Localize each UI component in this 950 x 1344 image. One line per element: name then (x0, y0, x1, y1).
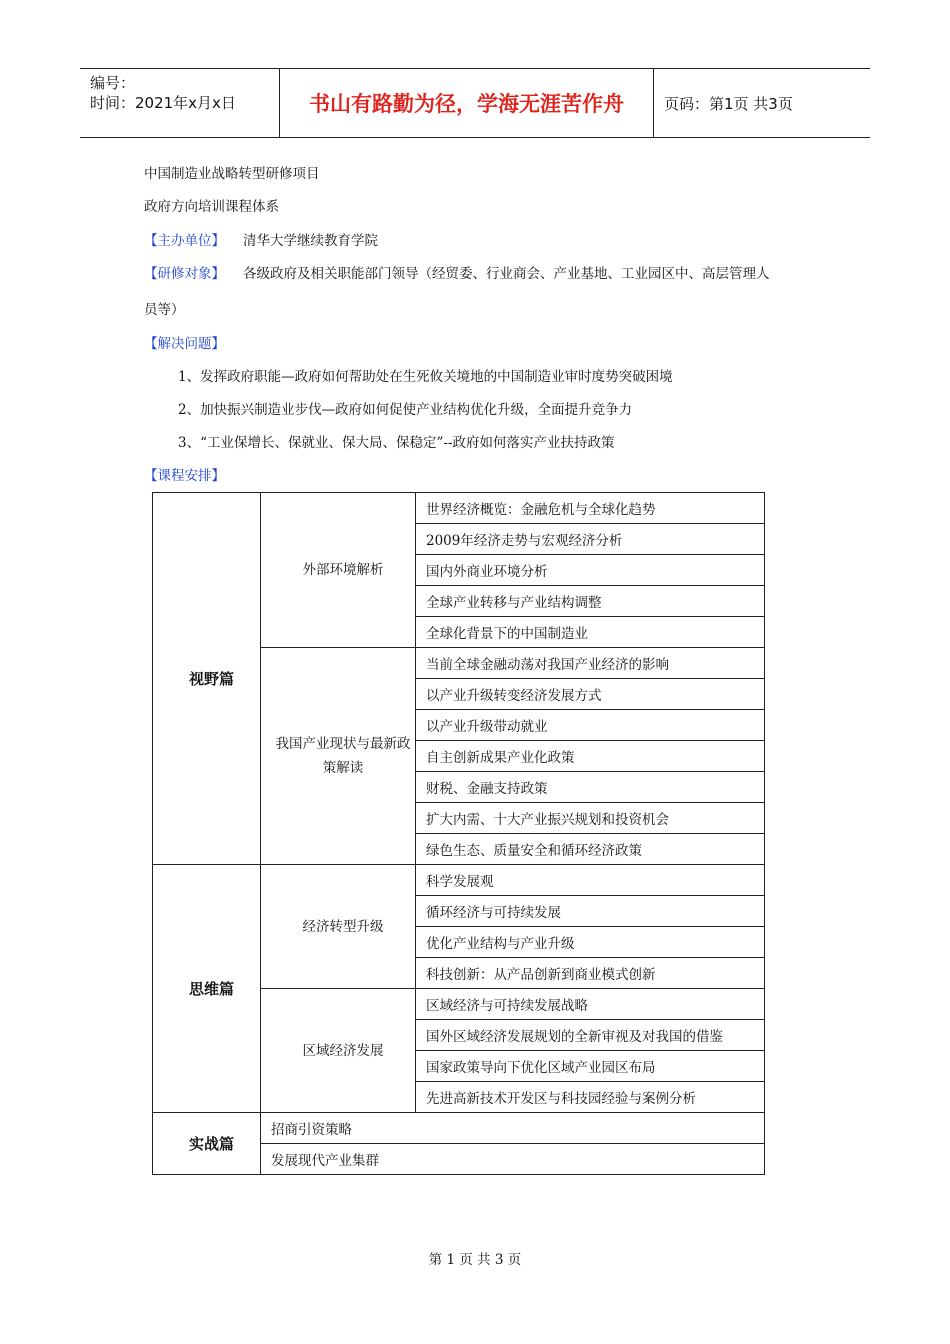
organizer-value: 清华大学继续教育学院 (243, 233, 378, 249)
course-item: 全球产业转移与产业结构调整 (416, 586, 765, 617)
part-vision: 视野篇 (153, 493, 261, 865)
organizer-row (144, 229, 378, 249)
doc-title: 中国制造业战略转型研修项目 (144, 166, 320, 182)
schedule-label: 【课程安排】 (144, 468, 225, 484)
part-thinking: 思维篇 (153, 865, 261, 1113)
course-item: 优化产业结构与产业升级 (416, 927, 765, 958)
header-page-info: 页码：第1页 共3页 (664, 94, 793, 113)
course-item: 国外区域经济发展规划的全新审视及对我国的借鉴 (416, 1020, 765, 1051)
course-item: 以产业升级转变经济发展方式 (416, 679, 765, 710)
course-item: 自主创新成果产业化政策 (416, 741, 765, 772)
course-item: 循环经济与可持续发展 (416, 896, 765, 927)
part-practice: 实战篇 (153, 1113, 261, 1175)
audience-continued: 员等） (144, 302, 185, 318)
course-item: 扩大内需、十大产业振兴规划和投资机会 (416, 803, 765, 834)
document-header (80, 68, 870, 138)
course-item: 区域经济与可持续发展战略 (416, 989, 765, 1020)
doc-subtitle: 政府方向培训课程体系 (144, 199, 279, 215)
number-label: 编号： (90, 74, 136, 92)
topic-industry-policy: 我国产业现状与最新政策解读 (261, 648, 416, 865)
course-item: 2009年经济走势与宏观经济分析 (416, 524, 765, 555)
course-item: 招商引资策略 (261, 1113, 765, 1144)
course-item: 国内外商业环境分析 (416, 555, 765, 586)
organizer-label: 【主办单位】 (144, 233, 225, 249)
problem-item: 1、发挥政府职能—政府如何帮助处在生死攸关境地的中国制造业审时度势突破困境 (178, 369, 673, 385)
course-item: 全球化背景下的中国制造业 (416, 617, 765, 648)
topic-economic-transformation: 经济转型升级 (261, 865, 416, 989)
course-item: 绿色生态、质量安全和循环经济政策 (416, 834, 765, 865)
course-item: 发展现代产业集群 (261, 1144, 765, 1175)
problem-item: 2、加快振兴制造业步伐—政府如何促使产业结构优化升级，全面提升竞争力 (178, 402, 633, 418)
audience-value: 各级政府及相关职能部门领导（经贸委、行业商会、产业基地、工业园区中、高层管理人 (243, 266, 770, 282)
topic-external-environment: 外部环境解析 (261, 493, 416, 648)
audience-row (144, 262, 770, 282)
page-footer: 第 1 页 共 3 页 (428, 1252, 522, 1268)
course-item: 以产业升级带动就业 (416, 710, 765, 741)
time-label: 时间：2021年x月x日 (90, 94, 236, 112)
course-item: 财税、金融支持政策 (416, 772, 765, 803)
audience-label: 【研修对象】 (144, 266, 225, 282)
course-item: 当前全球金融动荡对我国产业经济的影响 (416, 648, 765, 679)
header-meta (80, 69, 280, 137)
problems-label: 【解决问题】 (144, 336, 225, 352)
header-motto: 书山有路勤为径，学海无涯苦作舟 (280, 69, 654, 137)
topic-regional-development: 区域经济发展 (261, 989, 416, 1113)
problem-item: 3、“工业保增长、保就业、保大局、保稳定”--政府如何落实产业扶持政策 (178, 435, 615, 451)
course-table (152, 492, 765, 1175)
course-item: 科学发展观 (416, 865, 765, 896)
course-item: 科技创新：从产品创新到商业模式创新 (416, 958, 765, 989)
course-item: 国家政策导向下优化区域产业园区布局 (416, 1051, 765, 1082)
course-item: 先进高新技术开发区与科技园经验与案例分析 (416, 1082, 765, 1113)
course-item: 世界经济概览：金融危机与全球化趋势 (416, 493, 765, 524)
